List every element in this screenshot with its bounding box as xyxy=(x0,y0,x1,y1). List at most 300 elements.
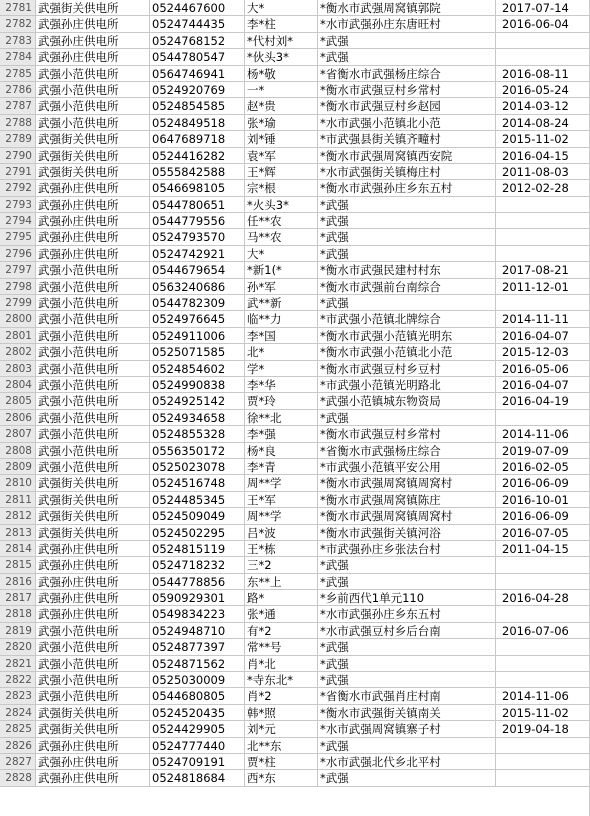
cell-name[interactable]: 宗*根 xyxy=(245,180,318,196)
cell-phone[interactable]: 0524718232 xyxy=(150,557,245,573)
cell-phone[interactable]: 0564746941 xyxy=(150,66,245,82)
cell-name[interactable]: 刘*锤 xyxy=(245,131,318,147)
cell-address[interactable]: *衡水市武强前台南综合 xyxy=(318,279,496,295)
cell-name[interactable]: 贾*柱 xyxy=(245,754,318,770)
row-number[interactable]: 2818 xyxy=(0,606,36,622)
cell-address[interactable]: *武强 xyxy=(318,574,496,590)
cell-name[interactable]: 李*青 xyxy=(245,459,318,475)
cell-org[interactable]: 武强孙庄供电所 xyxy=(36,606,150,622)
cell-org[interactable]: 武强小范供电所 xyxy=(36,295,150,311)
table-row xyxy=(0,180,590,196)
cell-name[interactable]: 周**学 xyxy=(245,508,318,524)
cell-date[interactable] xyxy=(496,656,590,672)
cell-date[interactable]: 2019-04-18 xyxy=(496,721,590,737)
cell-address[interactable]: *衡水市武强小范镇北小范 xyxy=(318,344,496,360)
cell-org[interactable]: 武强小范供电所 xyxy=(36,426,150,442)
row-number[interactable]: 2817 xyxy=(0,590,36,606)
cell-org[interactable]: 武强街关供电所 xyxy=(36,131,150,147)
cell-org[interactable]: 武强小范供电所 xyxy=(36,410,150,426)
cell-phone[interactable]: 0524429905 xyxy=(150,721,245,737)
cell-phone[interactable]: 0524516748 xyxy=(150,475,245,491)
cell-phone[interactable]: 0524793570 xyxy=(150,229,245,245)
cell-date[interactable]: 2016-04-15 xyxy=(496,148,590,164)
cell-phone[interactable]: 0590929301 xyxy=(150,590,245,606)
cell-address[interactable]: *市武强小范镇平安公用 xyxy=(318,459,496,475)
cell-address[interactable]: *衡水市武强街关镇河浴 xyxy=(318,525,496,541)
row-number[interactable]: 2791 xyxy=(0,164,36,180)
cell-org[interactable]: 武强孙庄供电所 xyxy=(36,541,150,557)
cell-address[interactable]: *水市武强北代乡北平村 xyxy=(318,754,496,770)
table-row xyxy=(0,131,590,147)
cell-name[interactable]: 任**农 xyxy=(245,213,318,229)
cell-org[interactable]: 武强街关供电所 xyxy=(36,148,150,164)
cell-org[interactable]: 武强孙庄供电所 xyxy=(36,246,150,262)
cell-phone[interactable]: 0524854602 xyxy=(150,361,245,377)
cell-org[interactable]: 武强小范供电所 xyxy=(36,66,150,82)
cell-phone[interactable]: 0647689718 xyxy=(150,131,245,147)
cell-org[interactable]: 武强小范供电所 xyxy=(36,443,150,459)
cell-name[interactable]: 大* xyxy=(245,0,318,16)
cell-address[interactable]: *衡水市武强周窝镇郭院 xyxy=(318,0,496,16)
cell-date[interactable]: 2014-11-11 xyxy=(496,311,590,327)
cell-phone[interactable]: 0524976645 xyxy=(150,311,245,327)
cell-phone[interactable]: 0556350172 xyxy=(150,443,245,459)
cell-name[interactable]: 贾*玲 xyxy=(245,393,318,409)
row-number[interactable]: 2794 xyxy=(0,213,36,229)
cell-org[interactable]: 武强小范供电所 xyxy=(36,98,150,114)
row-number[interactable]: 2806 xyxy=(0,410,36,426)
cell-date[interactable]: 2015-12-03 xyxy=(496,344,590,360)
cell-date[interactable] xyxy=(496,49,590,65)
cell-phone[interactable]: 0524925142 xyxy=(150,393,245,409)
cell-name[interactable]: 三*2 xyxy=(245,557,318,573)
cell-date[interactable]: 2016-06-09 xyxy=(496,508,590,524)
cell-address[interactable]: *武强 xyxy=(318,197,496,213)
row-number[interactable]: 2788 xyxy=(0,115,36,131)
row-number[interactable]: 2787 xyxy=(0,98,36,114)
cell-date[interactable]: 2015-11-02 xyxy=(496,705,590,721)
cell-org[interactable]: 武强小范供电所 xyxy=(36,672,150,688)
cell-name[interactable]: 韩*照 xyxy=(245,705,318,721)
cell-name[interactable]: 路* xyxy=(245,590,318,606)
row-number[interactable]: 2819 xyxy=(0,623,36,639)
cell-name[interactable]: *代村刘* xyxy=(245,33,318,49)
row-number[interactable]: 2797 xyxy=(0,262,36,278)
cell-name[interactable]: 西*东 xyxy=(245,770,318,786)
cell-date[interactable] xyxy=(496,295,590,311)
cell-phone[interactable]: 0525030009 xyxy=(150,672,245,688)
cell-address[interactable]: *市武强县街关镇齐疃村 xyxy=(318,131,496,147)
cell-phone[interactable]: 0544780651 xyxy=(150,197,245,213)
cell-name[interactable]: 张*通 xyxy=(245,606,318,622)
row-number[interactable]: 2785 xyxy=(0,66,36,82)
cell-name[interactable]: 王*辉 xyxy=(245,164,318,180)
cell-address[interactable]: *武强 xyxy=(318,557,496,573)
table-row xyxy=(0,738,590,754)
cell-phone[interactable]: 0524502295 xyxy=(150,525,245,541)
cell-address[interactable]: *市武强孙庄乡张法台村 xyxy=(318,541,496,557)
table-row xyxy=(0,82,590,98)
cell-name[interactable]: 李*柱 xyxy=(245,16,318,32)
cell-address[interactable]: *水市武强小范镇北小范 xyxy=(318,115,496,131)
cell-phone[interactable]: 0524911006 xyxy=(150,328,245,344)
cell-address[interactable]: *衡水市武强豆村乡豆村 xyxy=(318,361,496,377)
row-number[interactable]: 2800 xyxy=(0,311,36,327)
row-number[interactable]: 2783 xyxy=(0,33,36,49)
cell-address[interactable]: *市武强小范镇北牌综合 xyxy=(318,311,496,327)
cell-name[interactable]: *伙头3* xyxy=(245,49,318,65)
cell-org[interactable]: 武强孙庄供电所 xyxy=(36,16,150,32)
cell-date[interactable]: 2016-02-05 xyxy=(496,459,590,475)
row-number[interactable]: 2795 xyxy=(0,229,36,245)
cell-name[interactable]: 袁*军 xyxy=(245,148,318,164)
cell-name[interactable]: 杨*良 xyxy=(245,443,318,459)
cell-date[interactable] xyxy=(496,246,590,262)
cell-address[interactable]: *市武强小范镇光明路北 xyxy=(318,377,496,393)
cell-name[interactable]: 有*2 xyxy=(245,623,318,639)
cell-org[interactable]: 武强小范供电所 xyxy=(36,688,150,704)
cell-date[interactable] xyxy=(496,410,590,426)
cell-address[interactable]: *水市武强孙庄乡东五村 xyxy=(318,606,496,622)
cell-phone[interactable]: 0563240686 xyxy=(150,279,245,295)
row-number[interactable]: 2812 xyxy=(0,508,36,524)
cell-address[interactable]: *武强 xyxy=(318,295,496,311)
cell-name[interactable]: 周**学 xyxy=(245,475,318,491)
cell-date[interactable] xyxy=(496,33,590,49)
cell-name[interactable]: 马**农 xyxy=(245,229,318,245)
cell-address[interactable]: *省衡水市武强杨庄综合 xyxy=(318,443,496,459)
row-number[interactable]: 2798 xyxy=(0,279,36,295)
cell-date[interactable]: 2016-04-19 xyxy=(496,393,590,409)
cell-date[interactable] xyxy=(496,606,590,622)
row-number[interactable]: 2782 xyxy=(0,16,36,32)
cell-address[interactable]: *衡水市武强豆村乡常村 xyxy=(318,82,496,98)
row-number[interactable]: 2793 xyxy=(0,197,36,213)
cell-name[interactable]: 北* xyxy=(245,344,318,360)
cell-phone[interactable]: 0524871562 xyxy=(150,656,245,672)
cell-phone[interactable]: 0524877397 xyxy=(150,639,245,655)
cell-org[interactable]: 武强孙庄供电所 xyxy=(36,770,150,786)
row-number[interactable]: 2811 xyxy=(0,492,36,508)
cell-address[interactable]: *衡水市武强孙庄乡东五村 xyxy=(318,180,496,196)
table-row xyxy=(0,344,590,360)
row-number[interactable]: 2813 xyxy=(0,525,36,541)
cell-name[interactable]: 东**上 xyxy=(245,574,318,590)
row-number[interactable]: 2807 xyxy=(0,426,36,442)
cell-phone[interactable]: 0524777440 xyxy=(150,738,245,754)
cell-org[interactable]: 武强街关供电所 xyxy=(36,0,150,16)
cell-phone[interactable]: 0524990838 xyxy=(150,377,245,393)
cell-address[interactable]: *武强 xyxy=(318,49,496,65)
cell-org[interactable]: 武强街关供电所 xyxy=(36,525,150,541)
cell-date[interactable]: 2014-08-24 xyxy=(496,115,590,131)
cell-org[interactable]: 武强小范供电所 xyxy=(36,377,150,393)
cell-address[interactable]: *水市武强豆村乡后台南 xyxy=(318,623,496,639)
row-number[interactable]: 2786 xyxy=(0,82,36,98)
cell-date[interactable] xyxy=(496,738,590,754)
cell-org[interactable]: 武强街关供电所 xyxy=(36,721,150,737)
row-number[interactable]: 2789 xyxy=(0,131,36,147)
cell-phone[interactable]: 0524485345 xyxy=(150,492,245,508)
cell-phone[interactable]: 0524744435 xyxy=(150,16,245,32)
cell-phone[interactable]: 0524709191 xyxy=(150,754,245,770)
cell-org[interactable]: 武强孙庄供电所 xyxy=(36,197,150,213)
cell-org[interactable]: 武强孙庄供电所 xyxy=(36,180,150,196)
table-row xyxy=(0,606,590,622)
cell-phone[interactable]: 0544680805 xyxy=(150,688,245,704)
cell-org[interactable]: 武强小范供电所 xyxy=(36,311,150,327)
cell-date[interactable] xyxy=(496,770,590,786)
cell-name[interactable]: 李*强 xyxy=(245,426,318,442)
cell-phone[interactable]: 0524768152 xyxy=(150,33,245,49)
row-number[interactable]: 2805 xyxy=(0,393,36,409)
table-row xyxy=(0,590,590,606)
row-number[interactable]: 2816 xyxy=(0,574,36,590)
row-number[interactable]: 2822 xyxy=(0,672,36,688)
cell-address[interactable]: *武强 xyxy=(318,770,496,786)
cell-phone[interactable]: 0544778856 xyxy=(150,574,245,590)
cell-name[interactable]: 李*华 xyxy=(245,377,318,393)
cell-date[interactable]: 2016-05-06 xyxy=(496,361,590,377)
cell-name[interactable]: *新1(* xyxy=(245,262,318,278)
cell-name[interactable]: 张*瑜 xyxy=(245,115,318,131)
cell-name[interactable]: 孙*军 xyxy=(245,279,318,295)
cell-name[interactable]: 临**力 xyxy=(245,311,318,327)
table-row xyxy=(0,229,590,245)
row-number[interactable]: 2781 xyxy=(0,0,36,16)
cell-phone[interactable]: 0524815119 xyxy=(150,541,245,557)
cell-date[interactable]: 2016-10-01 xyxy=(496,492,590,508)
cell-date[interactable]: 2011-04-15 xyxy=(496,541,590,557)
cell-name[interactable]: 北**东 xyxy=(245,738,318,754)
cell-org[interactable]: 武强小范供电所 xyxy=(36,82,150,98)
cell-phone[interactable]: 0524855328 xyxy=(150,426,245,442)
cell-address[interactable]: *衡水市武强小范镇光明东 xyxy=(318,328,496,344)
row-number[interactable]: 2784 xyxy=(0,49,36,65)
row-number[interactable]: 2828 xyxy=(0,770,36,786)
cell-org[interactable]: 武强孙庄供电所 xyxy=(36,49,150,65)
cell-phone[interactable]: 0555842588 xyxy=(150,164,245,180)
cell-date[interactable]: 2016-08-11 xyxy=(496,66,590,82)
cell-address[interactable]: *武强 xyxy=(318,738,496,754)
cell-name[interactable]: 杨*敬 xyxy=(245,66,318,82)
row-number[interactable]: 2796 xyxy=(0,246,36,262)
cell-address[interactable]: *乡前西代1单元110 xyxy=(318,590,496,606)
cell-date[interactable] xyxy=(496,754,590,770)
row-number[interactable]: 2824 xyxy=(0,705,36,721)
cell-org[interactable]: 武强孙庄供电所 xyxy=(36,738,150,754)
cell-address[interactable]: *衡水市武强周窝镇西安院 xyxy=(318,148,496,164)
cell-date[interactable]: 2012-02-28 xyxy=(496,180,590,196)
cell-address[interactable]: *衡水市武强周窝镇周窝村 xyxy=(318,508,496,524)
cell-org[interactable]: 武强孙庄供电所 xyxy=(36,229,150,245)
cell-org[interactable]: 武强孙庄供电所 xyxy=(36,590,150,606)
cell-address[interactable]: *水市武强孙庄东唐旺村 xyxy=(318,16,496,32)
cell-address[interactable]: *衡水市武强周窝镇陈庄 xyxy=(318,492,496,508)
cell-date[interactable]: 2017-08-21 xyxy=(496,262,590,278)
cell-address[interactable]: *省衡水市武强肖庄村南 xyxy=(318,688,496,704)
cell-phone[interactable]: 0544779556 xyxy=(150,213,245,229)
cell-name[interactable]: 大* xyxy=(245,246,318,262)
row-number[interactable]: 2823 xyxy=(0,688,36,704)
cell-phone[interactable]: 0544679654 xyxy=(150,262,245,278)
row-number[interactable]: 2826 xyxy=(0,738,36,754)
row-number[interactable]: 2820 xyxy=(0,639,36,655)
cell-org[interactable]: 武强孙庄供电所 xyxy=(36,213,150,229)
cell-org[interactable]: 武强小范供电所 xyxy=(36,279,150,295)
cell-date[interactable]: 2016-04-07 xyxy=(496,328,590,344)
row-number[interactable]: 2827 xyxy=(0,754,36,770)
cell-date[interactable]: 2016-06-09 xyxy=(496,475,590,491)
cell-name[interactable]: 武**新 xyxy=(245,295,318,311)
cell-address[interactable]: *武强 xyxy=(318,33,496,49)
cell-name[interactable]: 肖*北 xyxy=(245,656,318,672)
cell-date[interactable]: 2019-07-09 xyxy=(496,443,590,459)
row-number[interactable]: 2790 xyxy=(0,148,36,164)
cell-org[interactable]: 武强孙庄供电所 xyxy=(36,574,150,590)
cell-phone[interactable]: 0524849518 xyxy=(150,115,245,131)
cell-address[interactable]: *武强 xyxy=(318,229,496,245)
cell-org[interactable]: 武强小范供电所 xyxy=(36,656,150,672)
cell-date[interactable]: 2014-11-06 xyxy=(496,688,590,704)
cell-address[interactable]: *衡水市武强豆村乡赵园 xyxy=(318,98,496,114)
cell-name[interactable]: *火头3* xyxy=(245,197,318,213)
cell-org[interactable]: 武强小范供电所 xyxy=(36,361,150,377)
cell-date[interactable] xyxy=(496,672,590,688)
cell-org[interactable]: 武强小范供电所 xyxy=(36,115,150,131)
cell-org[interactable]: 武强孙庄供电所 xyxy=(36,557,150,573)
cell-date[interactable] xyxy=(496,557,590,573)
cell-org[interactable]: 武强街关供电所 xyxy=(36,492,150,508)
cell-name[interactable]: 吕*波 xyxy=(245,525,318,541)
cell-phone[interactable]: 0524934658 xyxy=(150,410,245,426)
cell-date[interactable] xyxy=(496,213,590,229)
row-number[interactable]: 2804 xyxy=(0,377,36,393)
cell-name[interactable]: 学* xyxy=(245,361,318,377)
cell-org[interactable]: 武强街关供电所 xyxy=(36,164,150,180)
table-row xyxy=(0,721,590,737)
cell-name[interactable]: 刘*元 xyxy=(245,721,318,737)
table-row xyxy=(0,574,590,590)
cell-phone[interactable]: 0524742921 xyxy=(150,246,245,262)
cell-phone[interactable]: 0525071585 xyxy=(150,344,245,360)
row-number[interactable]: 2809 xyxy=(0,459,36,475)
cell-phone[interactable]: 0544782309 xyxy=(150,295,245,311)
row-number[interactable]: 2814 xyxy=(0,541,36,557)
cell-name[interactable]: 肖*2 xyxy=(245,688,318,704)
cell-phone[interactable]: 0524948710 xyxy=(150,623,245,639)
cell-name[interactable]: 王*军 xyxy=(245,492,318,508)
cell-date[interactable] xyxy=(496,574,590,590)
cell-org[interactable]: 武强小范供电所 xyxy=(36,344,150,360)
cell-phone[interactable]: 0524520435 xyxy=(150,705,245,721)
cell-name[interactable]: 王*栋 xyxy=(245,541,318,557)
cell-org[interactable]: 武强小范供电所 xyxy=(36,262,150,278)
cell-address[interactable]: *省衡水市武强杨庄综合 xyxy=(318,66,496,82)
cell-org[interactable]: 武强小范供电所 xyxy=(36,623,150,639)
cell-org[interactable]: 武强孙庄供电所 xyxy=(36,754,150,770)
cell-org[interactable]: 武强街关供电所 xyxy=(36,475,150,491)
cell-address[interactable]: *衡水市武强民建村村东 xyxy=(318,262,496,278)
row-number[interactable]: 2815 xyxy=(0,557,36,573)
cell-date[interactable]: 2016-05-24 xyxy=(496,82,590,98)
cell-phone[interactable]: 0524467600 xyxy=(150,0,245,16)
cell-date[interactable] xyxy=(496,639,590,655)
cell-name[interactable]: 徐**北 xyxy=(245,410,318,426)
cell-date[interactable]: 2015-11-02 xyxy=(496,131,590,147)
cell-address[interactable]: *水市武强周窝镇寨子村 xyxy=(318,721,496,737)
cell-date[interactable]: 2016-06-04 xyxy=(496,16,590,32)
cell-org[interactable]: 武强孙庄供电所 xyxy=(36,33,150,49)
cell-date[interactable]: 2017-07-14 xyxy=(496,0,590,16)
cell-date[interactable]: 2016-04-07 xyxy=(496,377,590,393)
cell-phone[interactable]: 0544780547 xyxy=(150,49,245,65)
row-number[interactable]: 2825 xyxy=(0,721,36,737)
cell-address[interactable]: *武强 xyxy=(318,656,496,672)
row-number[interactable]: 2821 xyxy=(0,656,36,672)
cell-phone[interactable]: 0549834223 xyxy=(150,606,245,622)
cell-address[interactable]: *武强小范镇城东物资局 xyxy=(318,393,496,409)
cell-date[interactable]: 2011-08-03 xyxy=(496,164,590,180)
row-number[interactable]: 2810 xyxy=(0,475,36,491)
cell-address[interactable]: *水市武强街关镇梅庄村 xyxy=(318,164,496,180)
cell-phone[interactable]: 0524854585 xyxy=(150,98,245,114)
cell-phone[interactable]: 0524509049 xyxy=(150,508,245,524)
cell-address[interactable]: *武强 xyxy=(318,213,496,229)
cell-address[interactable]: *武强 xyxy=(318,672,496,688)
cell-phone[interactable]: 0525023078 xyxy=(150,459,245,475)
row-number[interactable]: 2808 xyxy=(0,443,36,459)
cell-address[interactable]: *武强 xyxy=(318,246,496,262)
row-number[interactable]: 2801 xyxy=(0,328,36,344)
cell-address[interactable]: *武强 xyxy=(318,639,496,655)
cell-date[interactable]: 2014-11-06 xyxy=(496,426,590,442)
row-number[interactable]: 2792 xyxy=(0,180,36,196)
cell-address[interactable]: *衡水市武强豆村乡常村 xyxy=(318,426,496,442)
cell-date[interactable] xyxy=(496,197,590,213)
table-row xyxy=(0,311,590,327)
cell-phone[interactable]: 0524416282 xyxy=(150,148,245,164)
cell-org[interactable]: 武强小范供电所 xyxy=(36,328,150,344)
cell-address[interactable]: *衡水市武强周窝镇周窝村 xyxy=(318,475,496,491)
cell-name[interactable]: 赵*贵 xyxy=(245,98,318,114)
cell-org[interactable]: 武强小范供电所 xyxy=(36,459,150,475)
cell-org[interactable]: 武强小范供电所 xyxy=(36,639,150,655)
cell-phone[interactable]: 0524818684 xyxy=(150,770,245,786)
cell-name[interactable]: 李*国 xyxy=(245,328,318,344)
cell-date[interactable]: 2014-03-12 xyxy=(496,98,590,114)
cell-org[interactable]: 武强小范供电所 xyxy=(36,393,150,409)
row-number[interactable]: 2802 xyxy=(0,344,36,360)
cell-date[interactable]: 2011-12-01 xyxy=(496,279,590,295)
table-row xyxy=(0,705,590,721)
cell-org[interactable]: 武强街关供电所 xyxy=(36,705,150,721)
cell-date[interactable] xyxy=(496,229,590,245)
cell-date[interactable]: 2016-04-28 xyxy=(496,590,590,606)
row-number[interactable]: 2803 xyxy=(0,361,36,377)
cell-phone[interactable]: 0524920769 xyxy=(150,82,245,98)
cell-name[interactable]: 常**号 xyxy=(245,639,318,655)
cell-date[interactable]: 2016-07-05 xyxy=(496,525,590,541)
cell-address[interactable]: *衡水市武强街关镇南关 xyxy=(318,705,496,721)
cell-name[interactable]: 一* xyxy=(245,82,318,98)
cell-address[interactable]: *武强 xyxy=(318,410,496,426)
cell-name[interactable]: *寺东北* xyxy=(245,672,318,688)
cell-org[interactable]: 武强街关供电所 xyxy=(36,508,150,524)
cell-phone[interactable]: 0546698105 xyxy=(150,180,245,196)
row-number[interactable]: 2799 xyxy=(0,295,36,311)
cell-date[interactable]: 2016-07-06 xyxy=(496,623,590,639)
